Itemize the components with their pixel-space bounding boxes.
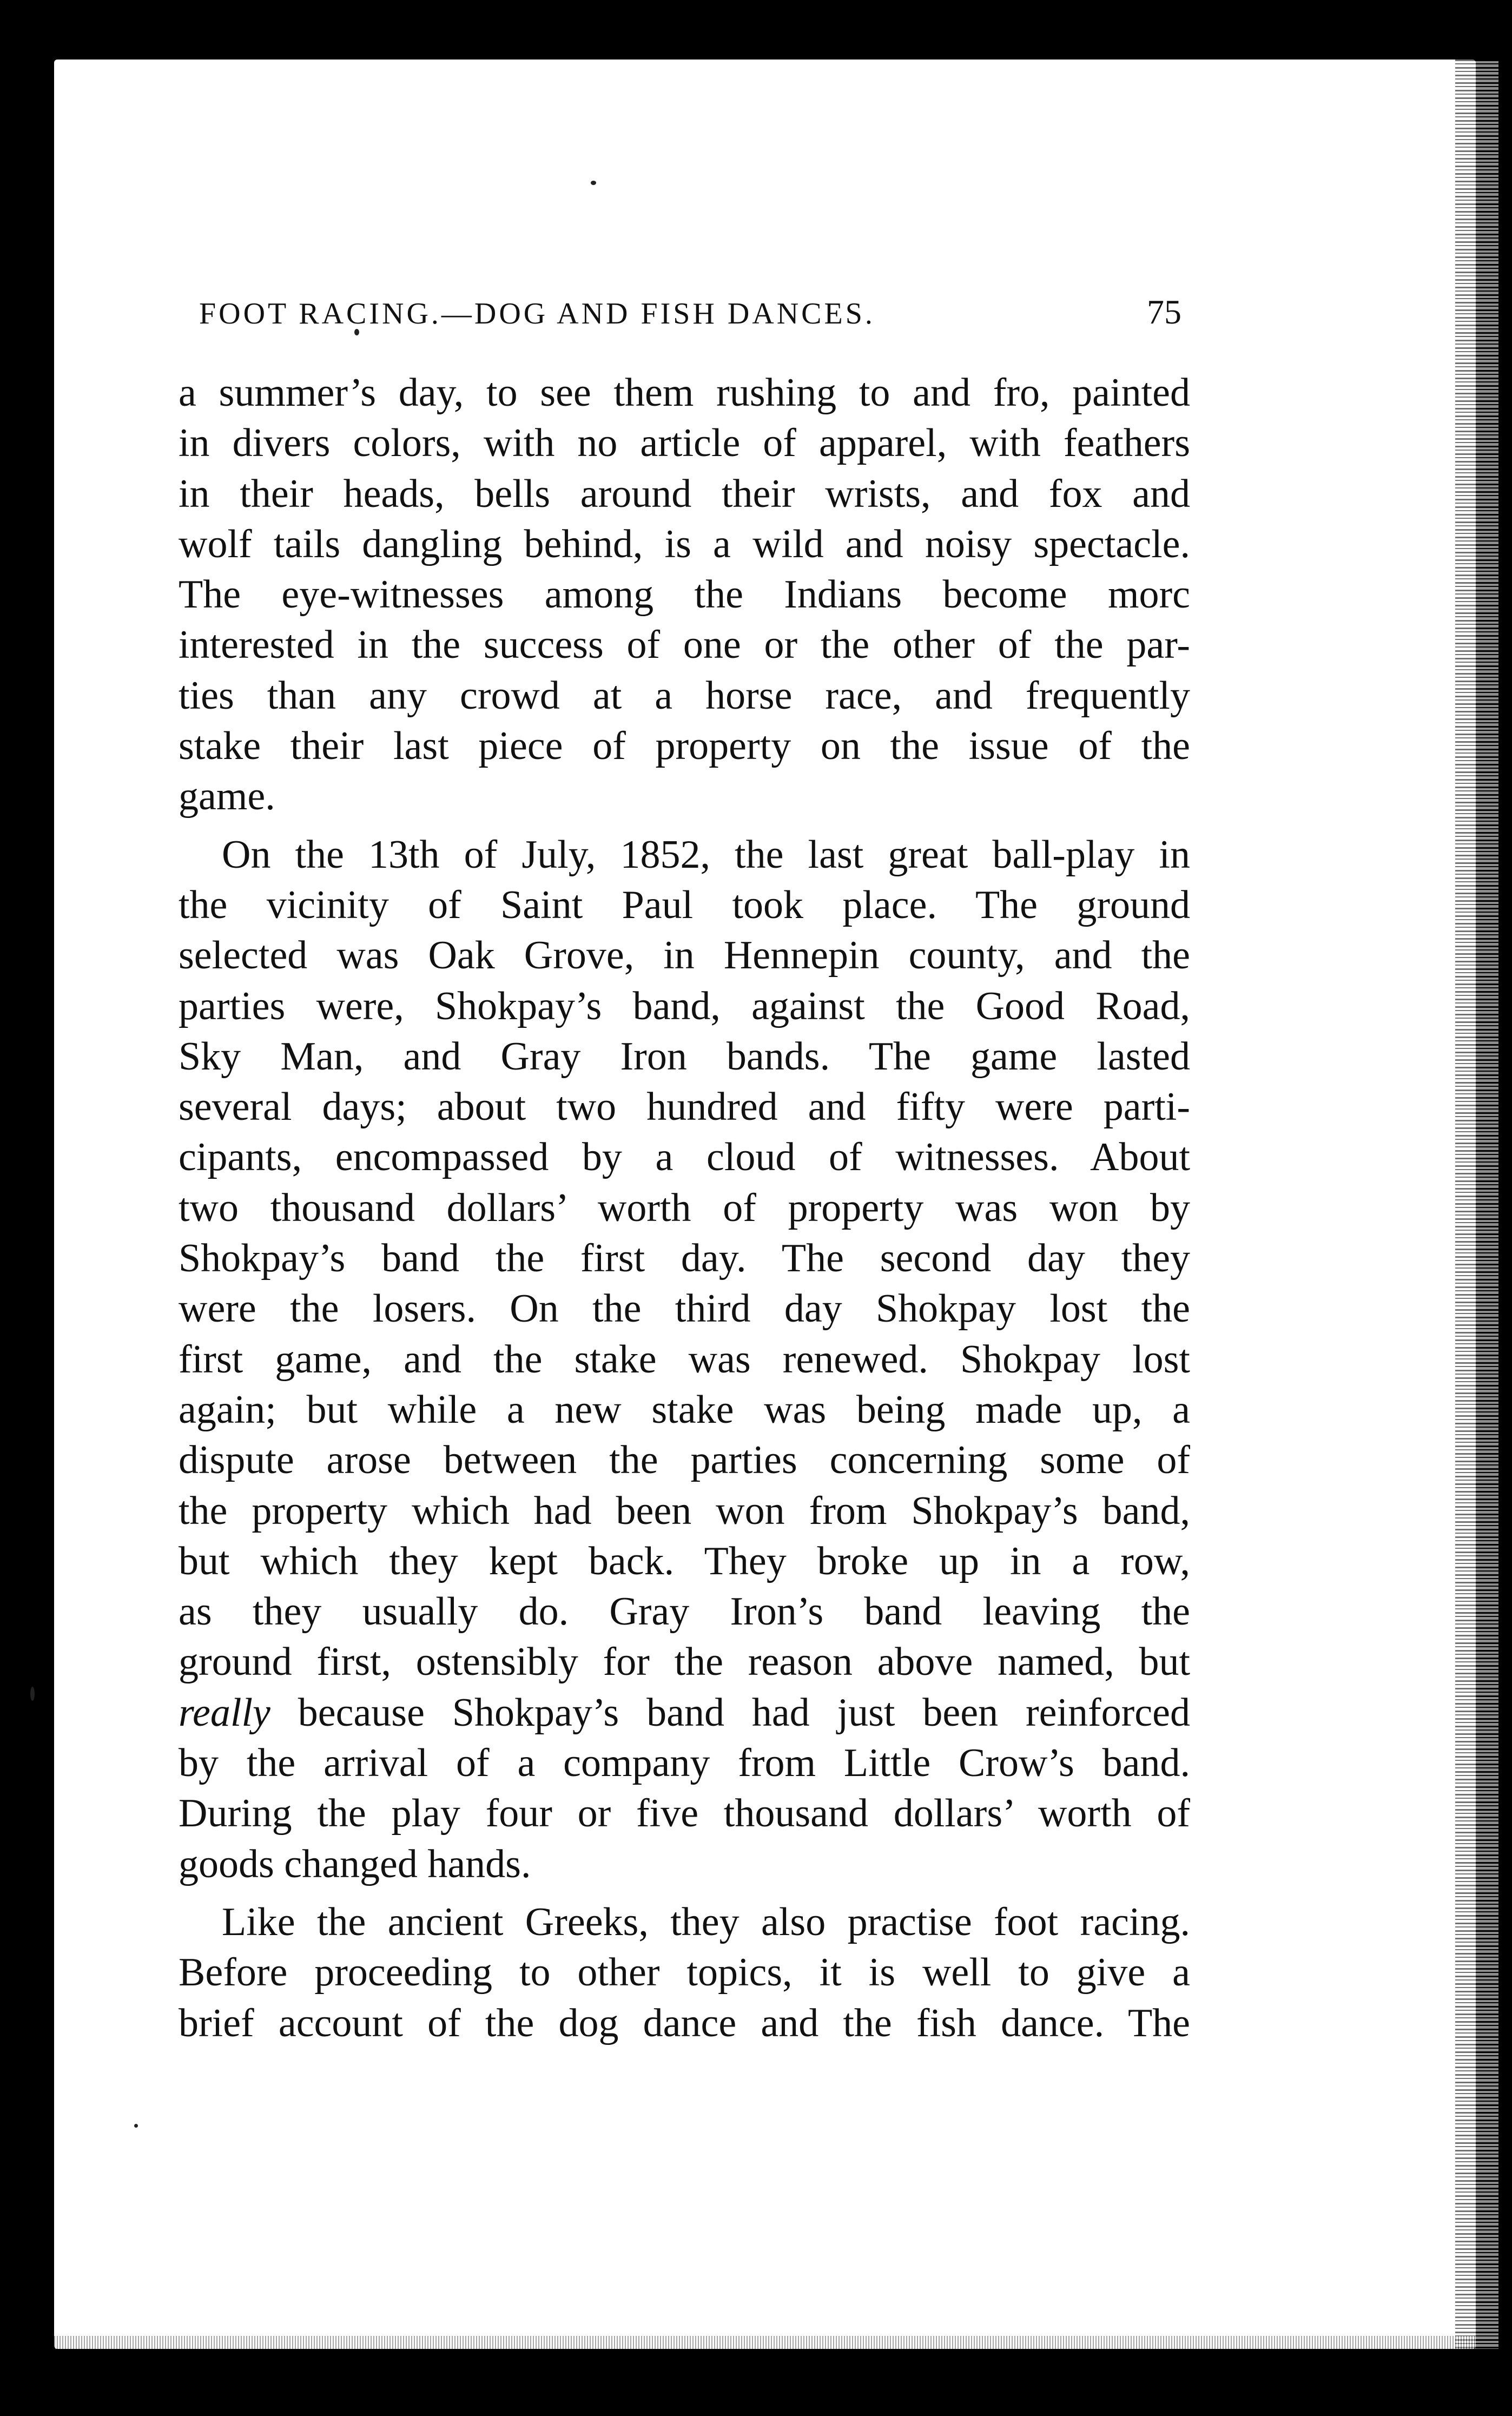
text-line: the property which had been won from Shokpay’s band, — [179, 1488, 1190, 1533]
text-line: as they usually do. Gray Iron’s band leaving the — [179, 1589, 1190, 1634]
text-line: in their heads, bells around their wrists, and fox and — [179, 471, 1190, 516]
text-line: were the losers. On the third day Shokpay lost the — [179, 1286, 1190, 1331]
text-line: Sky Man, and Gray Iron bands. The game lasted — [179, 1034, 1190, 1079]
text-line: wolf tails dangling behind, is a wild and noisy spectacle. — [179, 522, 1190, 566]
running-title: FOOT RACING.—DOG AND FISH DANCES. — [199, 297, 875, 331]
ink-speck — [30, 1687, 35, 1701]
text-line: ground first, ostensibly for the reason above named, but — [179, 1640, 1190, 1685]
text-line: but which they kept back. They broke up in a row, — [179, 1539, 1190, 1583]
text-line: several days; about two hundred and fifty were parti- — [179, 1085, 1190, 1130]
text-line: brief account of the dog dance and the fish dance. The — [179, 2001, 1190, 2045]
text-line: selected was Oak Grove, in Hennepin county, and the — [179, 933, 1190, 978]
text-line: the vicinity of Saint Paul took place. The ground — [179, 882, 1190, 927]
text-line: interested in the success of one or the other of the par- — [179, 623, 1190, 668]
text-line: goods changed hands. — [179, 1841, 531, 1886]
text-line: parties were, Shokpay’s band, against the Good Road, — [179, 983, 1190, 1028]
text-line: Shokpay’s band the first day. The second day they — [179, 1236, 1190, 1281]
text-line: Before proceeding to other topics, it is well to give a — [179, 1950, 1190, 1995]
ink-speck — [134, 2124, 138, 2128]
text-line: dispute arose between the parties concerning some of — [179, 1438, 1190, 1483]
text-line: cipants, encompassed by a cloud of witnesses. About — [179, 1135, 1190, 1180]
text-line: first game, and the stake was renewed. Shokpay lost — [179, 1337, 1190, 1382]
text-line: The eye-witnesses among the Indians become morc — [179, 572, 1190, 617]
page-edge-right — [1455, 60, 1498, 2349]
text-line: again; but while a new stake was being made up, a — [179, 1387, 1190, 1432]
text-line: two thousand dollars’ worth of property was won by — [179, 1185, 1190, 1230]
body-text — [179, 368, 1190, 2049]
text-line: ties than any crowd at a horse race, and frequently — [179, 673, 1190, 718]
text-run: because Shokpay’s band had just been reinforced — [270, 1690, 1190, 1735]
ink-speck — [591, 181, 596, 185]
text-line: game. — [179, 774, 275, 819]
text-line: Like the ancient Greeks, they also practise foot racing. — [222, 1899, 1190, 1944]
text-line: On the 13th of July, 1852, the last great ball-play in — [222, 832, 1190, 877]
text-line: stake their last piece of property on the issue of the — [179, 724, 1190, 769]
page-number: 75 — [1147, 293, 1181, 331]
italic-word: really — [179, 1690, 270, 1735]
page-edge-bottom — [54, 2336, 1476, 2349]
text-line: During the play four or five thousand dollars’ worth of — [179, 1791, 1190, 1836]
text-line: a summer’s day, to see them rushing to and fro, painted — [179, 371, 1190, 415]
text-line-italic — [179, 1688, 1190, 1738]
text-line: in divers colors, with no article of apparel, with feathers — [179, 421, 1190, 466]
text-line: by the arrival of a company from Little Crow’s band. — [179, 1741, 1190, 1786]
